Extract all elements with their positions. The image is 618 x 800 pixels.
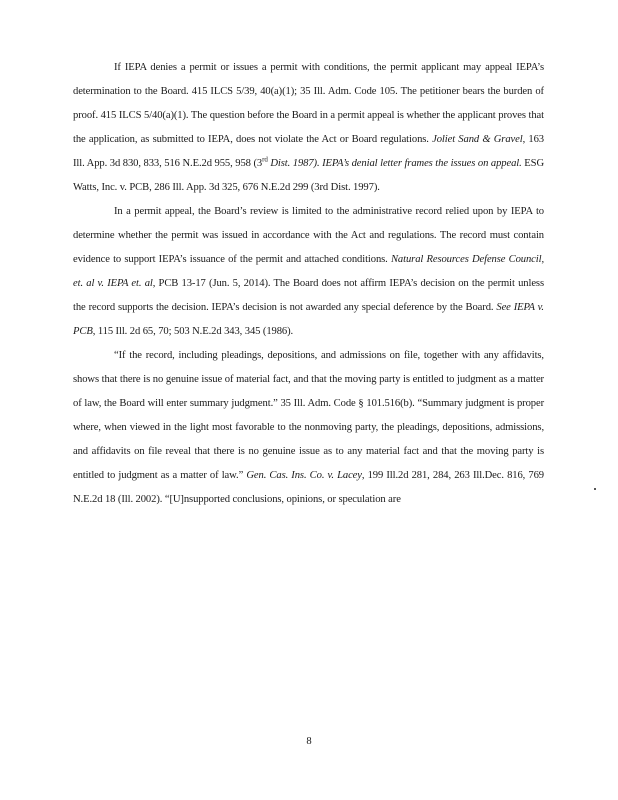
paragraph-1-text-1: If IEPA denies a permit or issues a permit with conditions, the permit applicant may appeal IEPA’s determination to the Board. 415 ILCS 5/39, 40(a)(1); 35 Ill. Adm. Code 105. The petitioner bears the burden of proof. 415 ILCS 5/40(a)(1). The question before the Board in a permit appeal is whether the applicant proves that the application, as submitted to IEPA, does not violate the Act or Board regulations.: [73, 62, 544, 145]
paragraph-2-see-citation: See IEPA v. PCB: [73, 302, 544, 337]
page-number: 8: [306, 736, 312, 747]
paragraph-2-text-3: , 115 Ill. 2d 65, 70; 503 N.E.2d 343, 345 (1986).: [92, 326, 294, 337]
paragraph-3-text-1: “If the record, including pleadings, depositions, and admissions on file, together with any affidavits, shows that there is no genuine issue of material fact, and that the moving party is entitled to judgment as a matter of law, the Board will enter summary judgment.” 35 Ill. Adm. Code § 101.516(b). “Summary judgment is proper where, when viewed in the light most favorable to the nonmoving party, the pleadings, depositions, admissions, and affidavits on file reveal that there is no genuine issue as to any material fact and that the moving party is entitled to judgment as a matter of law.”: [73, 350, 544, 481]
paragraph-board-review: [73, 200, 544, 344]
paragraph-3-case-citation: Gen. Cas. Ins. Co. v. Lacey: [246, 470, 362, 481]
document-body: [73, 56, 544, 512]
paragraph-1-text-3: ESG Watts, Inc. v. PCB, 286 Ill. App. 3d 325, 676 N.E.2d 299 (3rd Dist. 1997).: [73, 158, 544, 193]
paragraph-1-text-2: , 163 Ill. App. 3d 830, 833, 516 N.E.2d 955, 958 (3: [73, 134, 544, 169]
paragraph-permit-appeal-standard: [73, 56, 544, 200]
paragraph-2-text-2: , PCB 13-17 (Jun. 5, 2014). The Board does not affirm IEPA’s decision on the permit unless the record supports the decision. IEPA’s decision is not awarded any special deference by the Board.: [73, 278, 544, 313]
paragraph-summary-judgment: [73, 344, 544, 512]
paragraph-1-superscript: rd: [262, 155, 268, 164]
paragraph-2-case-citation: Natural Resources Defense Council, et. al v. IEPA et. al: [73, 254, 544, 289]
paragraph-3-text-2: , 199 Ill.2d 281, 284, 263 Ill.Dec. 816, 769 N.E.2d 18 (Ill. 2002). “[U]nsupported conclusions, opinions, or speculation are: [73, 470, 544, 505]
paragraph-1-case-citation: Joliet Sand & Gravel: [432, 134, 523, 145]
paragraph-1-italic-statement: Dist. 1987). IEPA’s denial letter frames the issues on appeal.: [267, 158, 522, 169]
margin-dot: [594, 488, 596, 490]
paragraph-2-text-1: In a permit appeal, the Board’s review is limited to the administrative record relied upon by IEPA to determine whether the permit was issued in accordance with the Act and regulations. The record must contain evidence to support IEPA’s issuance of the permit and attached conditions.: [73, 206, 544, 265]
